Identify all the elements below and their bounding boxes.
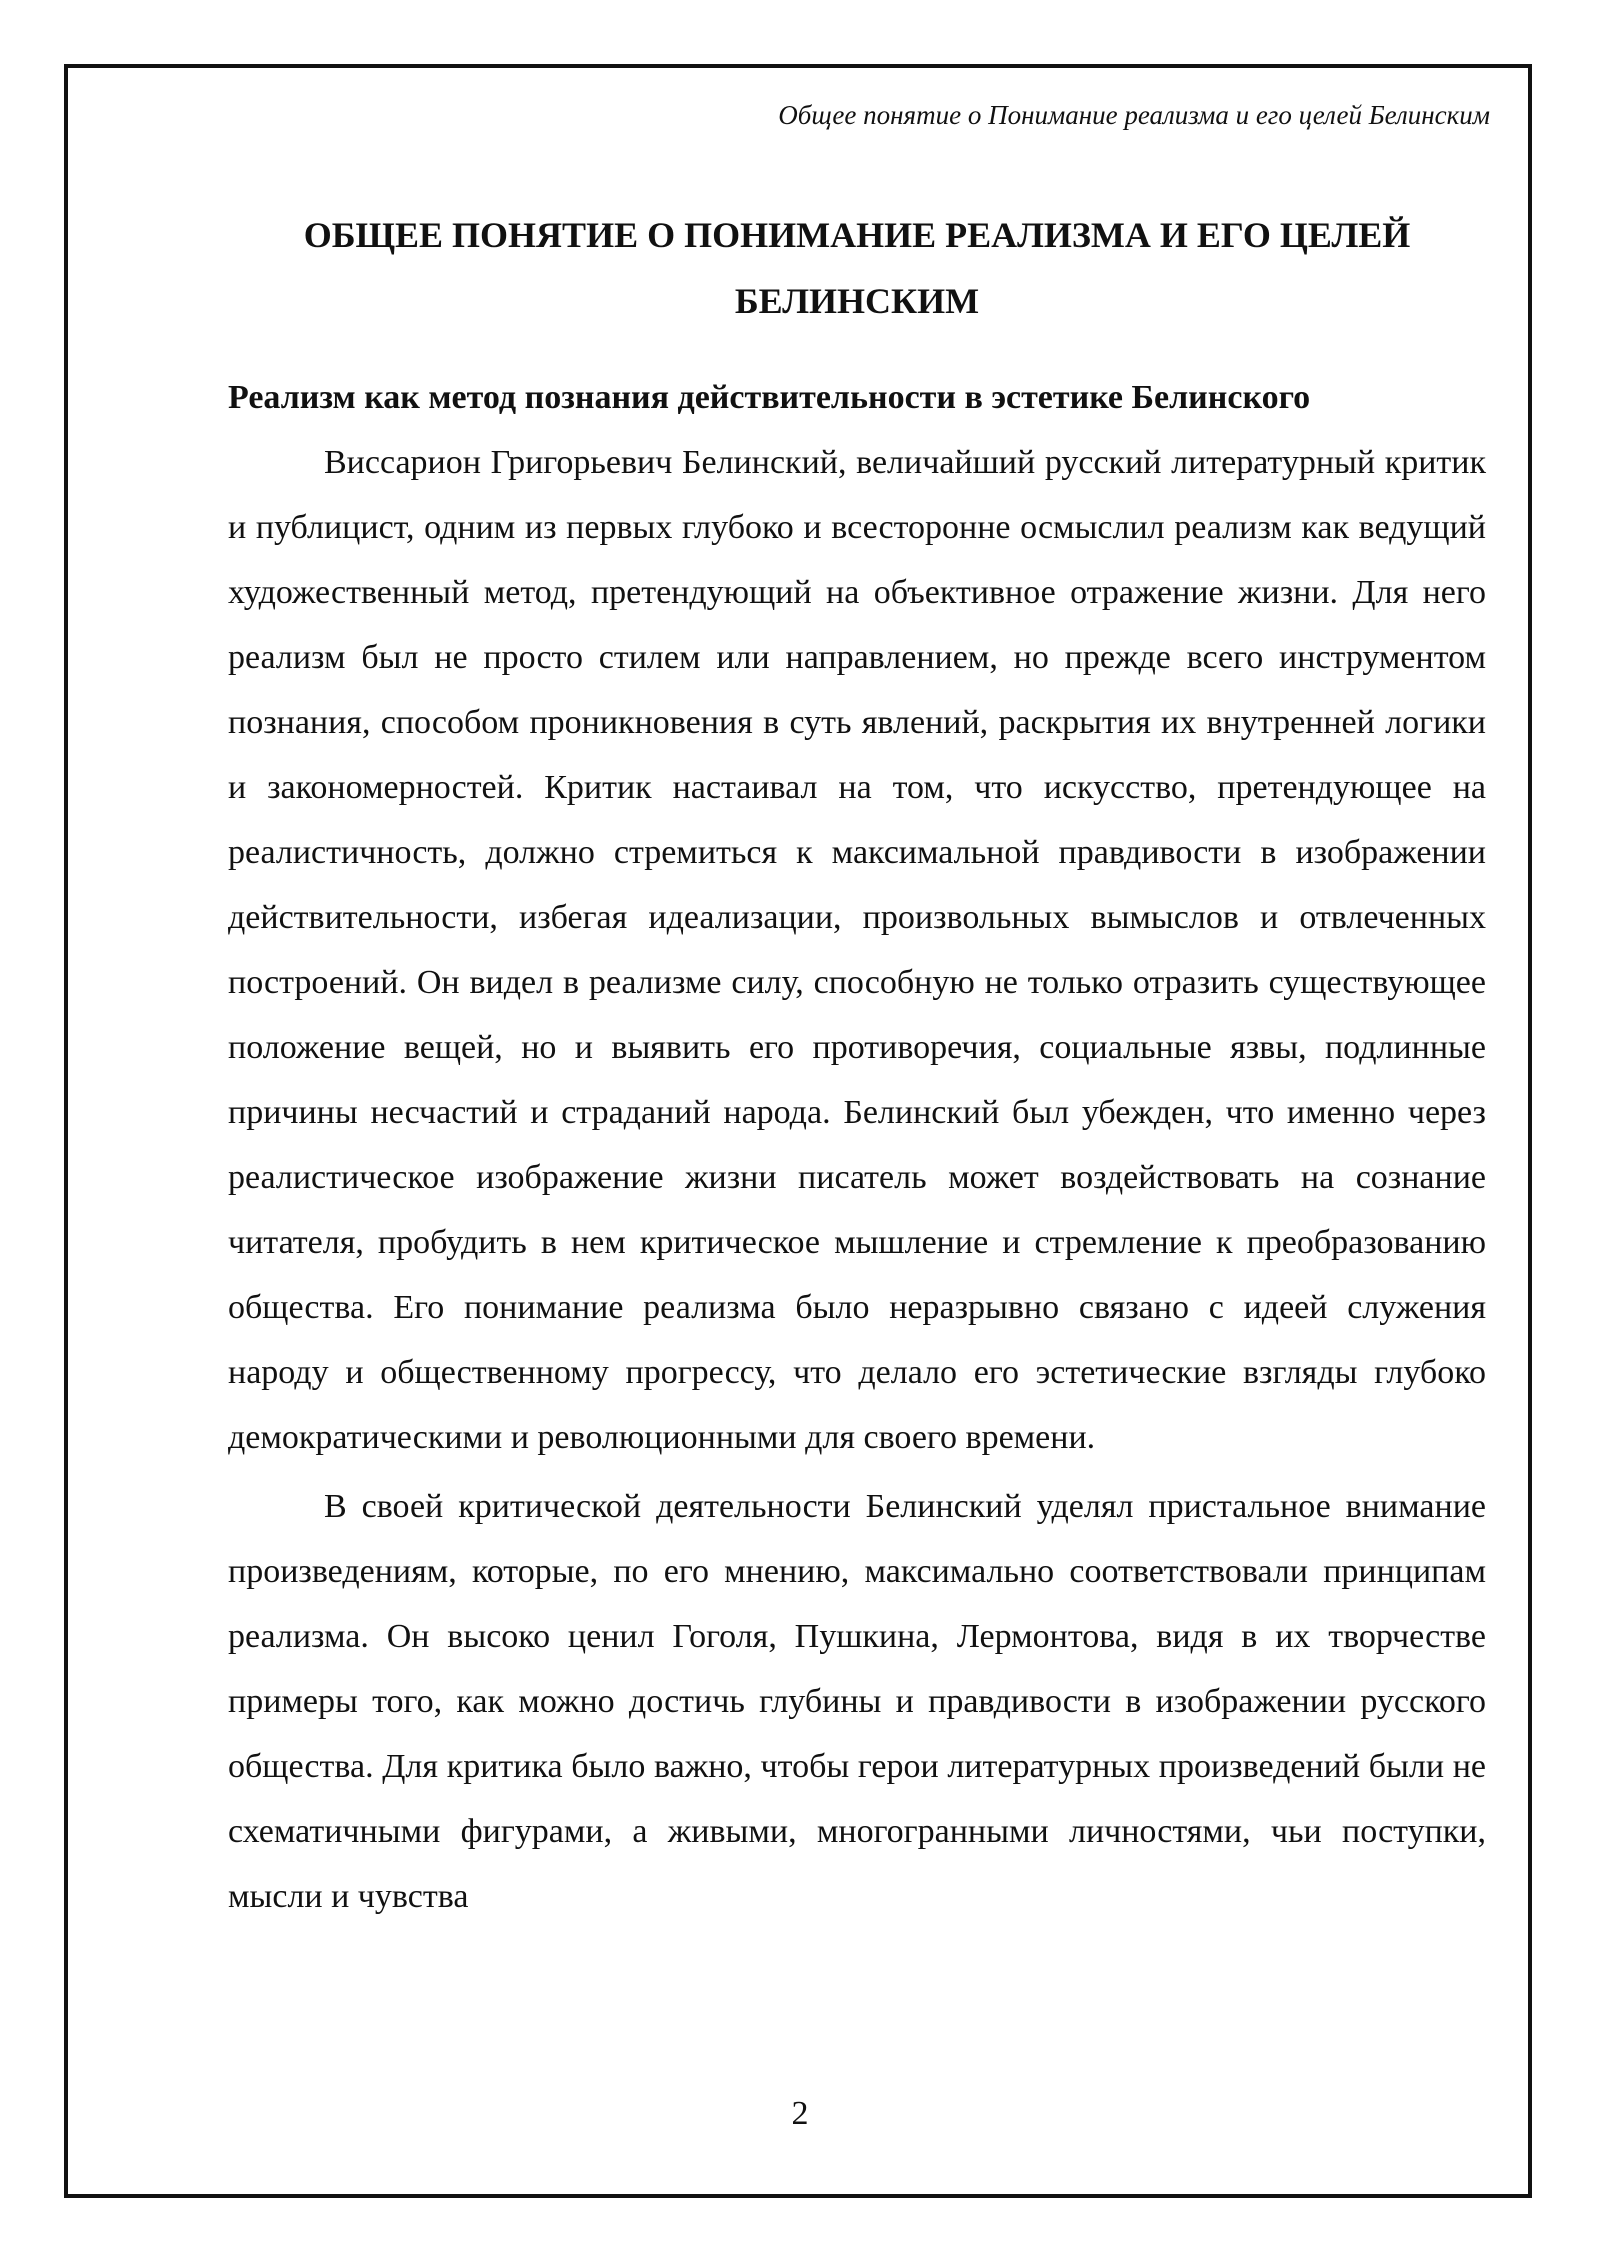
page-number: 2 xyxy=(791,2095,809,2132)
section-heading: Реализм как метод познания действительности в эстетике Белинского xyxy=(228,379,1311,416)
document-title: ОБЩЕЕ ПОНЯТИЕ О ПОНИМАНИЕ РЕАЛИЗМА И ЕГО ЦЕЛЕЙ БЕЛИНСКИМ xyxy=(303,215,1411,321)
running-header: Общее понятие о Понимание реализма и его целей Белинским xyxy=(778,100,1490,130)
page-content xyxy=(228,202,1486,1929)
paragraph-2: В своей критической деятельности Белинский уделял пристальное внимание произведениям, которые, по его мнению, максимально соответствовали принципам реализма. Он высоко ценил Гоголя, Пушкина, Лермонтова, видя в их творчестве примеры того, как можно достичь глубины и правдивости в изображении русского общества. Для критика было важно, чтобы герои литературных произведений были не схематичными фигурами, а живыми, многогранными личностями, чьи поступки, мысли и чувства xyxy=(228,1488,1486,1915)
paragraph-1: Виссарион Григорьевич Белинский, величайший русский литературный критик и публицист, одним из первых глубоко и всесторонне осмыслил реализм как ведущий художественный метод, претендующий на объективное отражение жизни. Для него реализм был не просто стилем или направлением, но прежде всего инструментом познания, способом проникновения в суть явлений, раскрытия их внутренней логики и закономерностей. Критик настаивал на том, что искусство, претендующее на реалистичность, должно стремиться к максимальной правдивости в изображении действительности, избегая идеализации, произвольных вымыслов и отвлеченных построений. Он видел в реализме силу, способную не только отразить существующее положение вещей, но и выявить его противоречия, социальные язвы, подлинные причины несчастий и страданий народа. Белинский был убежден, что именно через реалистическое изображение жизни писатель может воздействовать на сознание читателя, пробудить в нем критическое мышление и стремление к преобразованию общества. Его понимание реализма было неразрывно связано с идеей служения народу и общественному прогрессу, что делало его эстетические взгляды глубоко демократическими и революционными для своего времени. xyxy=(228,444,1486,1456)
